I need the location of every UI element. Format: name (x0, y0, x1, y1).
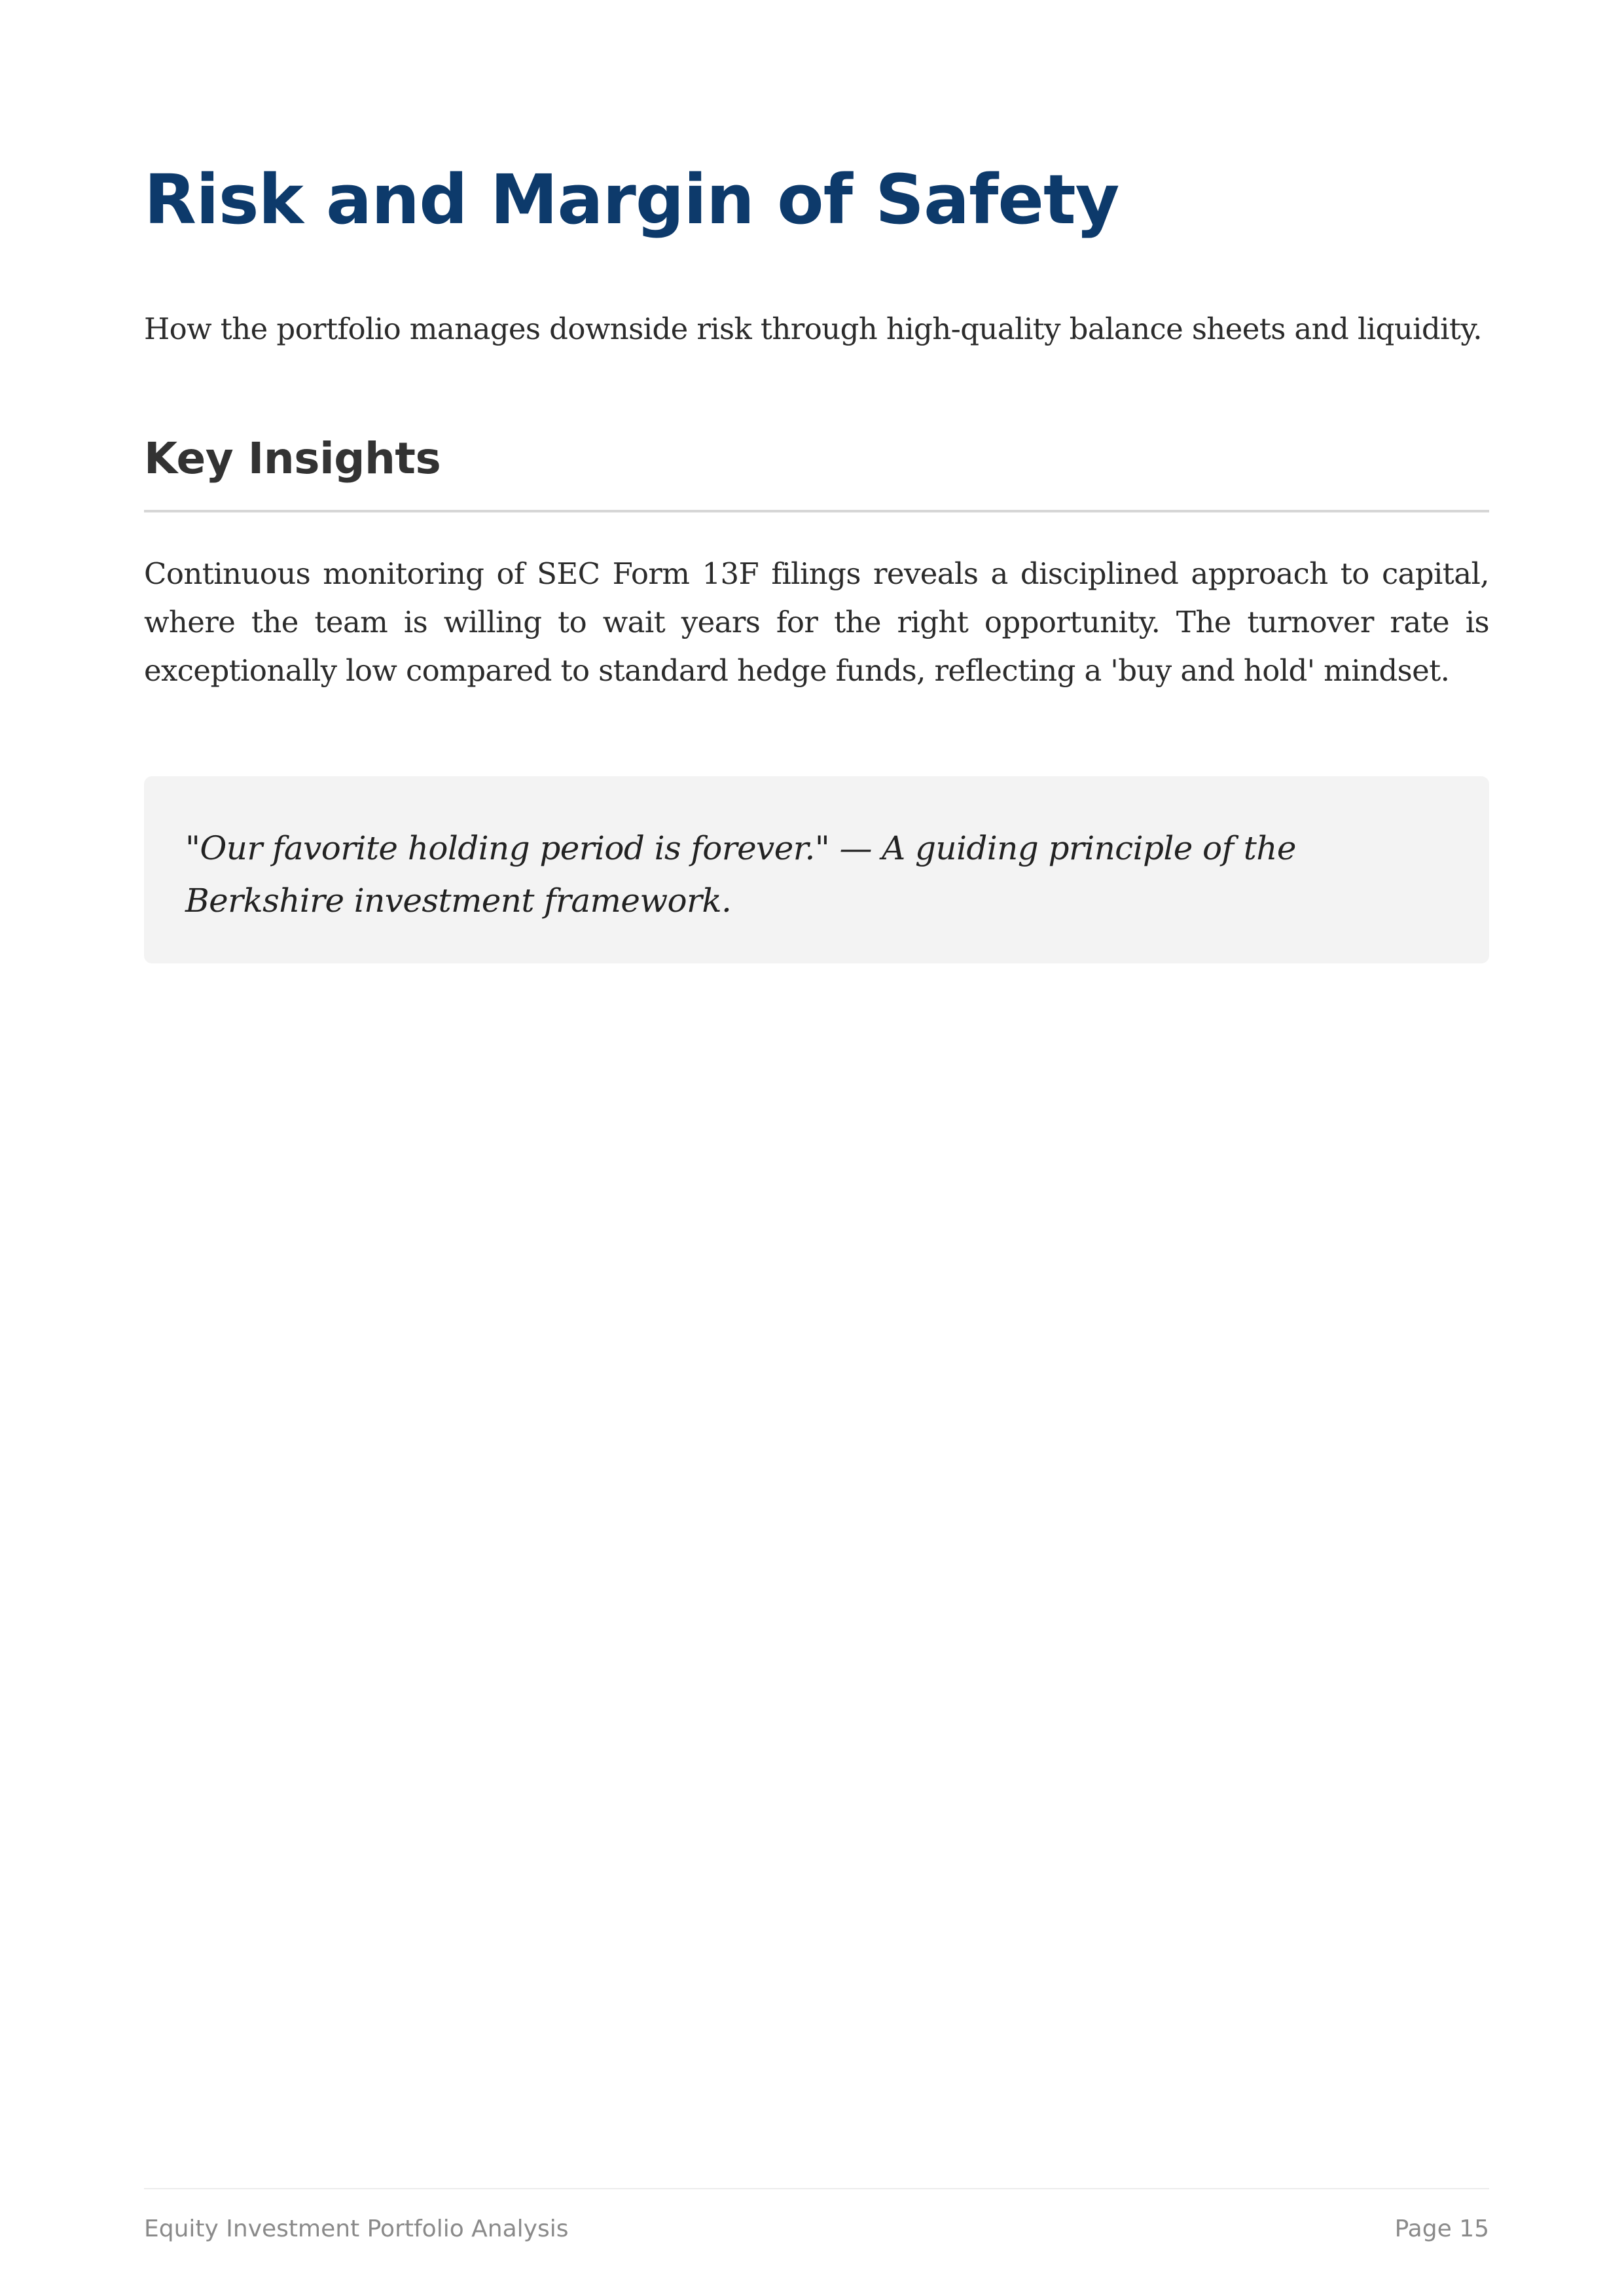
quote-text: "Our favorite holding period is forever." — A guiding principle of the Berkshire investment framework. (185, 829, 1296, 920)
footer-page-number: Page 15 (1394, 2215, 1489, 2242)
quote-callout (144, 776, 1489, 963)
footer-document-title: Equity Investment Portfolio Analysis (144, 2215, 569, 2242)
section-heading-key-insights: Key Insights (144, 433, 441, 484)
page-title: Risk and Margin of Safety (144, 160, 1119, 240)
document-page (144, 0, 1489, 2296)
footer-divider (144, 2188, 1489, 2189)
page-subtitle: How the portfolio manages downside risk through high-quality balance sheets and liquidity. (144, 312, 1482, 346)
section-divider (144, 510, 1489, 512)
section-body-paragraph: Continuous monitoring of SEC Form 13F filings reveals a disciplined approach to capital, where the team is willing to wait years for the right opportunity. The turnover rate is exceptionally low compared to standard hedge funds, reflecting a 'buy and hold' mindset. (144, 556, 1489, 688)
